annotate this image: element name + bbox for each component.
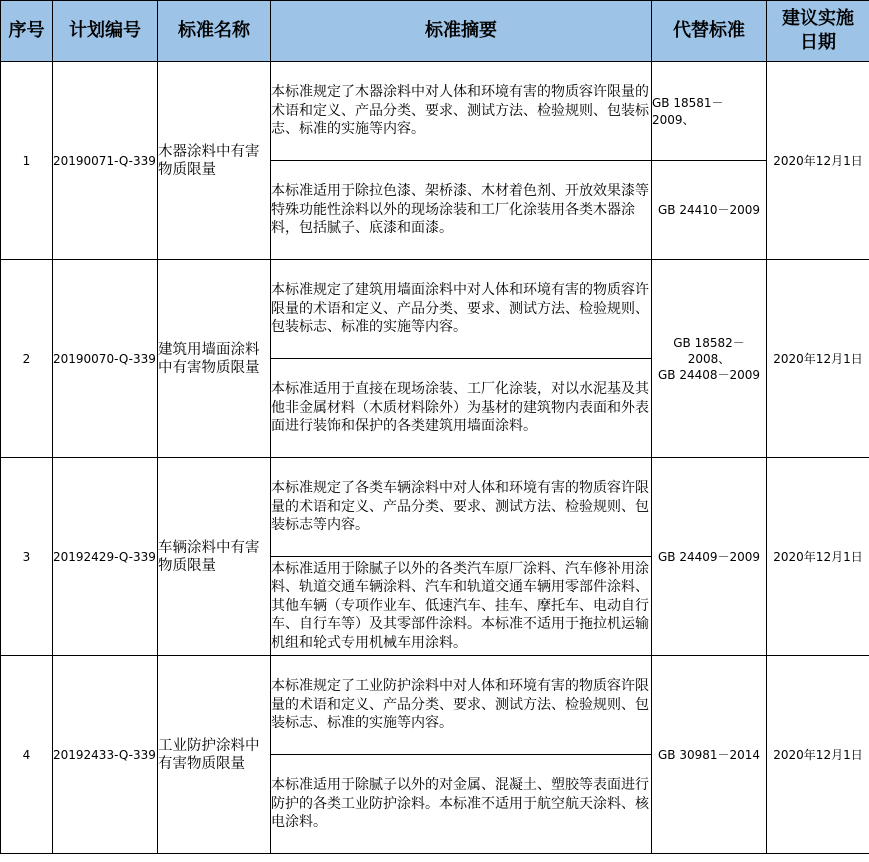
replaces-std-2: GB 24408－2009 bbox=[657, 367, 761, 382]
header-row bbox=[1, 1, 869, 62]
plan-code: 20192429-Q-339 bbox=[53, 458, 158, 656]
plan-code: 20190071-Q-339 bbox=[53, 62, 158, 260]
impl-date: 2020年12月1日 bbox=[767, 656, 869, 854]
abstract-scope: 本标准规定了建筑用墙面涂料中对人体和环境有害的物质容许限量的术语和定义、产品分类、要求、测试方法、检验规则、包装标志、标准的实施等内容。 bbox=[271, 260, 652, 359]
abstract-scope: 本标准规定了工业防护涂料中对人体和环境有害的物质容许限量的术语和定义、产品分类、要求、测试方法、检验规则、包装标志、标准的实施等内容。 bbox=[271, 656, 652, 755]
plan-code: 20190070-Q-339 bbox=[53, 260, 158, 458]
replaces-std: GB 24409－2009 bbox=[652, 458, 767, 656]
row-no: 3 bbox=[1, 458, 53, 656]
table-row bbox=[1, 260, 869, 359]
header-std-name: 标准名称 bbox=[158, 1, 271, 62]
header-date bbox=[767, 1, 869, 62]
replaces-std: GB 18581－2009、 bbox=[652, 62, 767, 161]
row-no: 4 bbox=[1, 656, 53, 854]
impl-date: 2020年12月1日 bbox=[767, 62, 869, 260]
replaces-std-1: GB 18582－2008、 bbox=[673, 335, 745, 366]
abstract-applicability: 本标准适用于除腻子以外的各类汽车原厂涂料、汽车修补用涂料、轨道交通车辆涂料、汽车和轨道交通车辆用零部件涂料、其他车辆（专项作业车、低速汽车、挂车、摩托车、电动自行车、自行车等）及其零部件涂料。本标准不适用于拖拉机运输机组和轮式专用机械车用涂料。 bbox=[271, 557, 652, 656]
replaces-std: GB 30981－2014 bbox=[652, 656, 767, 854]
table-row bbox=[1, 656, 869, 755]
std-name: 车辆涂料中有害物质限量 bbox=[158, 458, 271, 656]
std-name: 建筑用墙面涂料中有害物质限量 bbox=[158, 260, 271, 458]
table-row bbox=[1, 62, 869, 161]
replaces-std: GB 24410－2009 bbox=[652, 161, 767, 260]
row-no: 2 bbox=[1, 260, 53, 458]
header-no: 序号 bbox=[1, 1, 53, 62]
abstract-scope: 本标准规定了木器涂料中对人体和环境有害的物质容许限量的术语和定义、产品分类、要求、测试方法、检验规则、包装标志、标准的实施等内容。 bbox=[271, 62, 652, 161]
std-name: 工业防护涂料中有害物质限量 bbox=[158, 656, 271, 854]
row-no: 1 bbox=[1, 62, 53, 260]
header-date-line2: 日期 bbox=[800, 32, 836, 53]
std-name: 木器涂料中有害物质限量 bbox=[158, 62, 271, 260]
table-row bbox=[1, 458, 869, 557]
header-plan-code: 计划编号 bbox=[53, 1, 158, 62]
header-replaces: 代替标准 bbox=[652, 1, 767, 62]
header-date-line1: 建议实施 bbox=[782, 8, 854, 29]
abstract-applicability: 本标准适用于除腻子以外的对金属、混凝土、塑胶等表面进行防护的各类工业防护涂料。本标准不适用于航空航天涂料、核电涂料。 bbox=[271, 755, 652, 854]
plan-code: 20192433-Q-339 bbox=[53, 656, 158, 854]
abstract-applicability: 本标准适用于除拉色漆、架桥漆、木材着色剂、开放效果漆等特殊功能性涂料以外的现场涂装和工厂化涂装用各类木器涂料，包括腻子、底漆和面漆。 bbox=[271, 161, 652, 260]
impl-date: 2020年12月1日 bbox=[767, 458, 869, 656]
impl-date: 2020年12月1日 bbox=[767, 260, 869, 458]
header-abstract: 标准摘要 bbox=[271, 1, 652, 62]
replaces-std bbox=[652, 260, 767, 458]
abstract-scope: 本标准规定了各类车辆涂料中对人体和环境有害的物质容许限量的术语和定义、产品分类、要求、测试方法、检验规则、包装标志等内容。 bbox=[271, 458, 652, 557]
abstract-applicability: 本标准适用于直接在现场涂装、工厂化涂装，对以水泥基及其他非金属材料（木质材料除外）为基材的建筑物内表面和外表面进行装饰和保护的各类建筑用墙面涂料。 bbox=[271, 359, 652, 458]
